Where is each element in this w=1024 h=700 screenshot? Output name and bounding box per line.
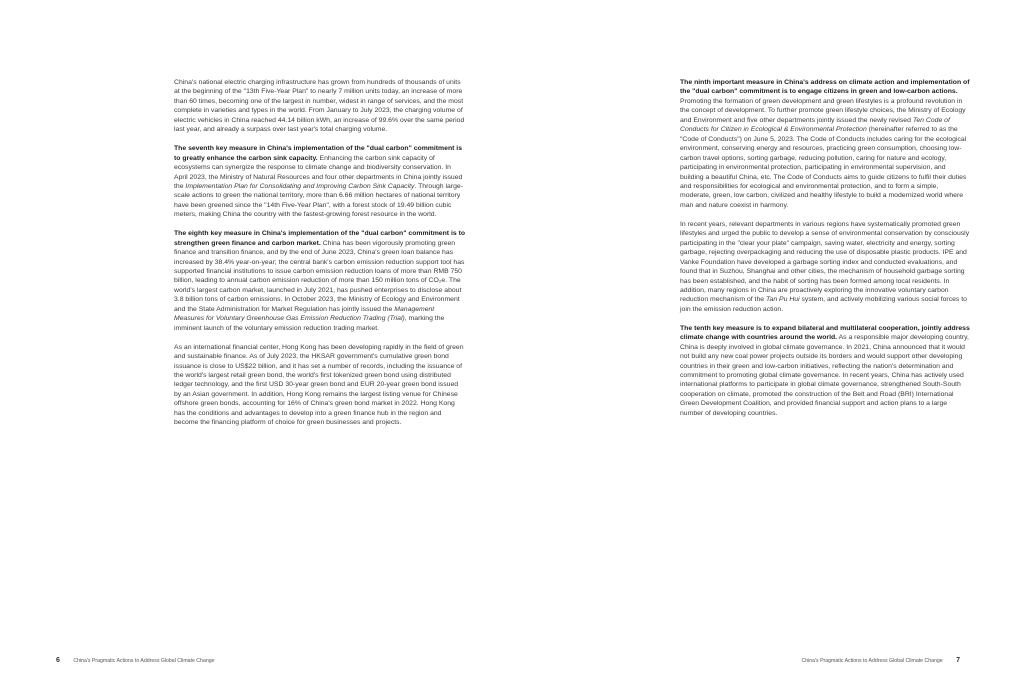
right-page-footer	[802, 657, 960, 664]
paragraph	[174, 343, 466, 428]
text-run: (hereinafter referred to as the "Code of Conducts") on June 5, 2023. The Code of Conducts includes caring for the ecological environment, conserving energy and resources, practicing green consumption, choosing low-carbon travel options, sorting garbage, reducing pollution, caring for nature and ecology, participating in environmental protection, participating in environmental supervision, and building a beautiful China, etc. The Code of Conducts aims to guide citizens to fulfil their duties and responsibilities for ecological and environmental protection, and to form a simple, moderate, green, low carbon, civilized and healthy lifestyle to build a modernized world where man and nature coexist in harmony.	[680, 126, 967, 209]
running-title: China's Pragmatic Actions to Address Global Climate Change	[73, 658, 215, 664]
text-run: China has been vigorously promoting green finance and transition finance, and by the end of June 2023, China's green loan balance has increased by 38.4% year-on-year; the central bank's carbon emission reduction support tool has supported financial institutions to issue carbon emission reduction loans of more than RMB 750 billion, leading to annual carbon emission reduction of more than 150 million tons of CO₂e. The world's largest carbon market, launched in July 2021, has pushed enterprises to disclose about 3.8 billion tons of carbon emissions. In October 2023, the Ministry of Ecology and Environment and the State Administration for Market Regulation has jointly issued the	[174, 239, 465, 313]
paragraph	[680, 78, 970, 210]
text-run: In recent years, relevant departments in various regions have systematically promoted green lifestyles and urged the public to develop a sense of environmental conservation by consciously participating in the "clear your plate" campaign, saving water, electricity and energy, sorting garbage, rejecting overpackaging and reducing the use of disposable plastic products. IPE and Vanke Foundation have developed a garbage sorting index and conducted evaluations, and found that in Suzhou, Shanghai and other cities, the mechanism of household garbage sorting has been established, and the habit of sorting has been formed among local residents. In addition, many regions in China are proactively exploring the innovative voluntary carbon reduction mechanism of the	[680, 220, 970, 304]
paragraph	[174, 78, 466, 135]
italic-title: Ten Code of Conducts for Citizen in Ecological & Environmental Protection	[680, 116, 950, 134]
italic-title: Implementation Plan for Consolidating and Improving Carbon Sink Capacity	[185, 182, 415, 190]
paragraph	[174, 144, 466, 220]
paragraph	[680, 220, 970, 315]
left-page-body	[174, 78, 466, 437]
italic-title: Management Measures for Voluntary Greenhouse Gas Emission Reduction Trading (Trial)	[174, 305, 435, 323]
paragraph-lead: The ninth important measure in China's address on climate action and implementation of the "dual carbon" commitment is to engage citizens in green and low-carbon actions.	[680, 79, 970, 96]
text-run: Enhancing the carbon sink capacity of ecosystems can synergize the response to climate change and biodiversity conservation. In April 2023, the Ministry of Natural Resources and four other departments in China jointly issued the	[174, 154, 463, 190]
left-page-footer	[56, 657, 214, 664]
page-number: 7	[956, 657, 960, 664]
paragraph-lead: The tenth key measure is to expand bilateral and multilateral cooperation, jointly address climate change with countries around the world.	[680, 324, 970, 342]
text-run: system, and actively mobilizing various social forces to join the emission reduction action.	[680, 296, 967, 313]
text-run: , marking the imminent launch of the voluntary emission reduction trading market.	[174, 315, 445, 332]
italic-title: Tan Pu Hui	[765, 296, 800, 304]
text-run: China's national electric charging infrastructure has grown from hundreds of thousands of units at the beginning of the "13th Five-Year Plan" to nearly 7 million units today, an increase of more than 60 times, becoming one of the largest in number, widest in range of services, and the most complete in varieties and types in the world. From January to July 2023, the charging volume of electric vehicles in China reached 44.14 billion kWh, an increase of 99.6% over the same period last year, and already a surpass over last year's total charging volume.	[174, 79, 465, 134]
text-run: As an international financial center, Hong Kong has been developing rapidly in the field of green and sustainable finance. As of July 2023, the HKSAR government's cumulative green bond issuance is close to US$22 billion, and it has set a number of records, including the issuance of the world's largest retail green bond, the world's first tokenized green bond using distributed ledger technology, and the first USD 30-year green bond and EUR 20-year green bond issued by an Asian government. In addition, Hong Kong remains the largest listing venue for Chinese offshore green bonds, accounting for 16% of China's green bond market in 2022. Hong Kong has the conditions and advantages to develop into a green finance hub in the region and become the financing platform of choice for green businesses and projects.	[174, 343, 464, 427]
right-page-body	[680, 78, 970, 428]
paragraph	[174, 229, 466, 333]
text-run: . Through large-scale actions to green the national territory, more than 6.66 million hectares of national territory have been greened since the "14th Five-Year Plan", with a forest stock of 19.49 billion cubic meters, making China the country with the fastest-growing forest resource in the world.	[174, 182, 464, 219]
paragraph	[680, 324, 970, 419]
text-run: Promoting the formation of green development and green lifestyles is a profound revolution in the concept of development. To further promote green lifestyle choices, the Ministry of Ecology and Environment and five other departments jointly issued the newly revised	[680, 97, 966, 124]
running-title: China's Pragmatic Actions to Address Global Climate Change	[801, 658, 943, 664]
paragraph-lead: The seventh key measure in China's implementation of the "dual carbon" commitment is to greatly enhance the carbon sink capacity.	[174, 145, 463, 162]
text-run: As a responsible major developing country, China is deeply involved in global climate governance. In 2021, China announced that it would not build any new coal power projects outside its borders and would support other developing countries in their green and low-carbon initiatives, reflecting the nation's determination and commitment to promoting global climate governance. In recent years, China has actively used international platforms to participate in global climate governance, strengthened South-South cooperation on climate, promoted the construction of the Belt and Road (BRI) International Green Development Coalition, and provided financial support and action plans to a large number of developing countries.	[680, 334, 969, 417]
paragraph-lead: The eighth key measure in China's implementation of the "dual carbon" commitment is to strengthen green finance and carbon market.	[174, 230, 466, 247]
page-number: 6	[56, 657, 60, 664]
